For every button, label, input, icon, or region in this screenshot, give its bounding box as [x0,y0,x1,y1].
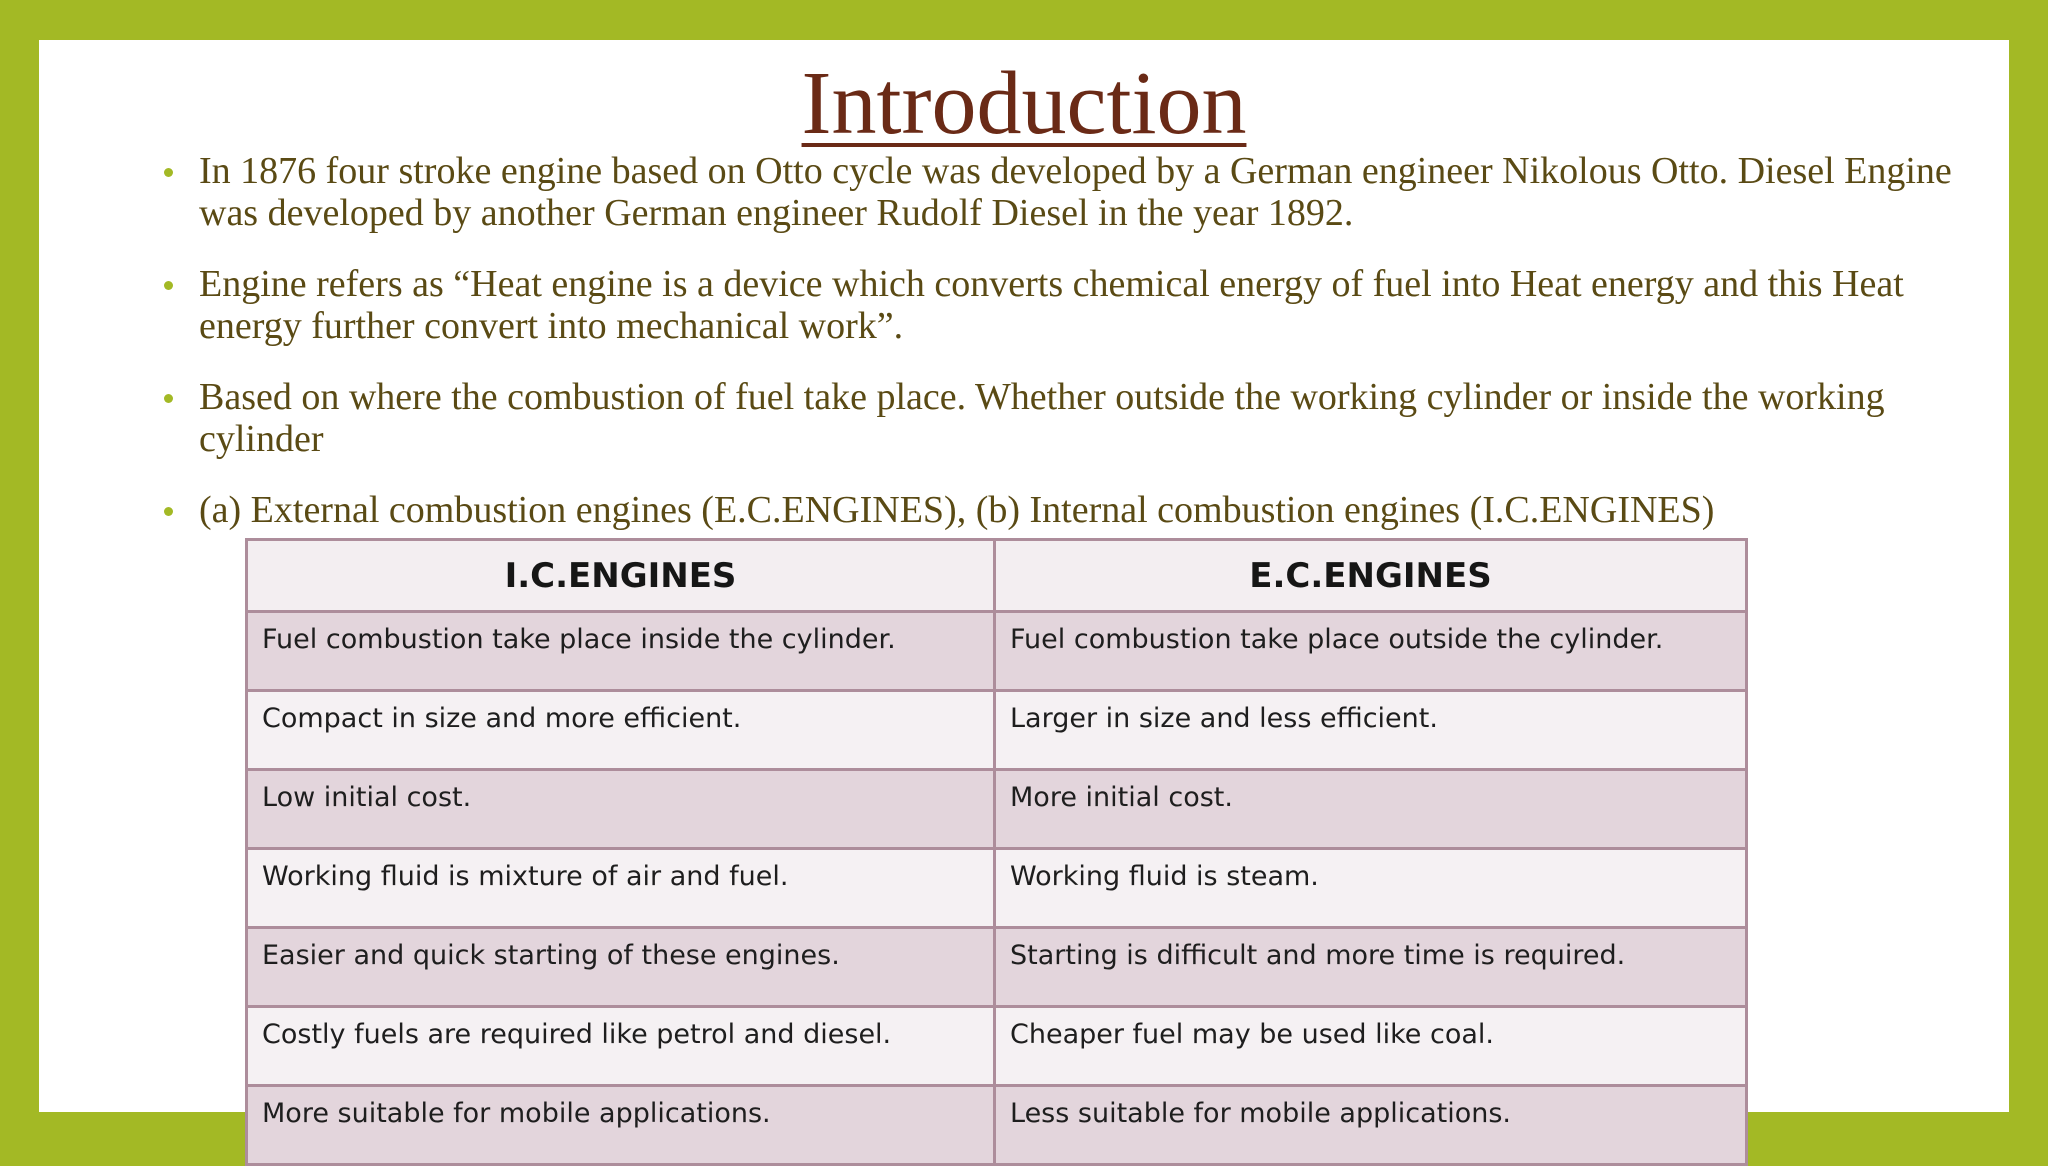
table-cell-ec: Larger in size and less efficient. [995,691,1747,770]
bullet-dot-icon [164,507,173,516]
table-cell-ic: Low initial cost. [247,770,995,849]
table-cell-ic: Easier and quick starting of these engines. [247,928,995,1007]
bullet-text: In 1876 four stroke engine based on Otto cycle was developed by a German engineer Nikolous Otto. Diesel Engine was developed by another German engineer Rudolf Diesel in the year 1892. [199,150,1952,234]
table-cell-ic: More suitable for mobile applications. [247,1086,995,1165]
table-cell-ic: Costly fuels are required like petrol and diesel. [247,1007,995,1086]
table-row [247,612,1747,691]
table-cell-ec: Less suitable for mobile applications. [995,1086,1747,1165]
slide-title [39,54,2009,154]
table-cell-ic: Working fluid is mixture of air and fuel. [247,849,995,928]
bullet-dot-icon [164,281,173,290]
table-row [247,691,1747,770]
table-cell-ec: More initial cost. [995,770,1747,849]
table-cell-ic: Compact in size and more efficient. [247,691,995,770]
table-header-row [247,540,1747,612]
bullet-item [129,376,1969,460]
bullet-item [129,150,1969,234]
slide [39,40,2009,1129]
slide-title-text: Introduction [801,54,1247,153]
comparison-table-container [245,538,1745,1166]
comparison-table [245,538,1748,1166]
bullet-dot-icon [164,168,173,177]
table-row [247,770,1747,849]
table-row [247,849,1747,928]
bullet-list [129,150,1969,531]
bullet-text: Engine refers as “Heat engine is a device which converts chemical energy of fuel into Heat energy and this Heat energy further convert into mechanical work”. [199,263,1904,347]
table-row [247,1086,1747,1165]
header-ic-engines: I.C.ENGINES [247,540,995,612]
table-row [247,928,1747,1007]
table-cell-ec: Starting is difficult and more time is required. [995,928,1747,1007]
table-cell-ic: Fuel combustion take place inside the cylinder. [247,612,995,691]
table-cell-ec: Cheaper fuel may be used like coal. [995,1007,1747,1086]
header-ec-engines: E.C.ENGINES [995,540,1747,612]
bullet-text: Based on where the combustion of fuel take place. Whether outside the working cylinder or inside the working cylinder [199,376,1885,460]
bullet-dot-icon [164,394,173,403]
bullet-text: (a) External combustion engines (E.C.ENGINES), (b) Internal combustion engines (I.C.ENGINES) [199,489,1715,531]
table-cell-ec: Fuel combustion take place outside the cylinder. [995,612,1747,691]
bullet-item [129,263,1969,347]
table-row [247,1007,1747,1086]
bullet-item [129,489,1969,531]
table-cell-ec: Working fluid is steam. [995,849,1747,928]
